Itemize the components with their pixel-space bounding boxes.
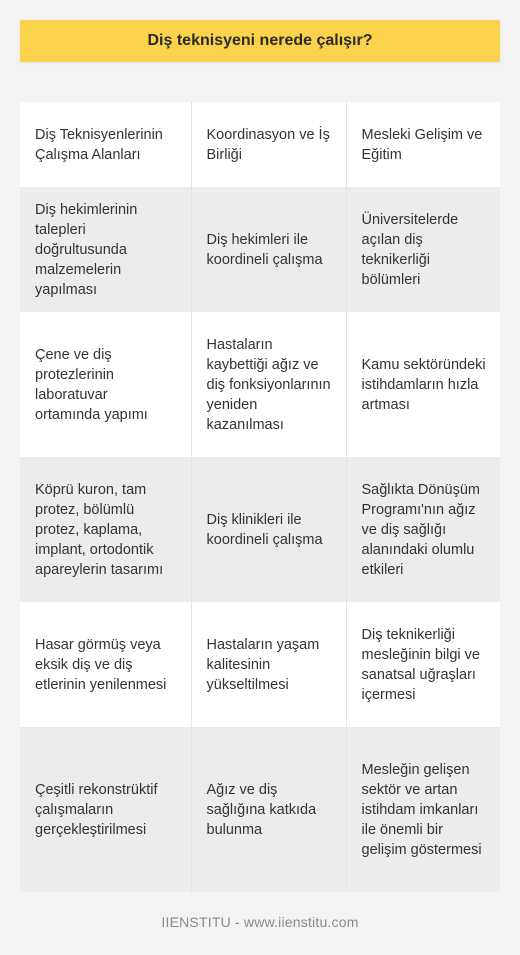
table-cell: Diş klinikleri ile koordineli çalışma — [191, 457, 346, 602]
info-table-container — [20, 102, 500, 892]
table-cell: Diş teknikerliği mesleğinin bilgi ve sanatsal uğraşları içermesi — [346, 602, 500, 727]
table-cell: Çeşitli rekonstrüktif çalışmaların gerçekleştirilmesi — [20, 727, 191, 892]
table-cell: Köprü kuron, tam protez, bölümlü protez, kaplama, implant, ortodontik apareylerin tasarımı — [20, 457, 191, 602]
title-banner — [20, 20, 500, 62]
page-title: Diş teknisyeni nerede çalışır? — [147, 32, 373, 49]
table-cell: Sağlıkta Dönüşüm Programı'nın ağız ve diş sağlığı alanındaki olumlu etkileri — [346, 457, 500, 602]
table-cell: Kamu sektöründeki istihdamların hızla artması — [346, 312, 500, 457]
footer-credit: IIENSTITU - www.iienstitu.com — [161, 914, 359, 930]
table-cell: Ağız ve diş sağlığına katkıda bulunma — [191, 727, 346, 892]
header-cell-development: Mesleki Gelişim ve Eğitim — [346, 102, 500, 187]
table-row — [20, 727, 500, 892]
table-row — [20, 457, 500, 602]
table-header-row — [20, 102, 500, 187]
table-cell: Mesleğin gelişen sektör ve artan istihdam imkanları ile önemli bir gelişim göstermesi — [346, 727, 500, 892]
table-cell: Diş hekimlerinin talepleri doğrultusunda malzemelerin yapılması — [20, 187, 191, 312]
header-cell-coordination: Koordinasyon ve İş Birliği — [191, 102, 346, 187]
table-cell: Çene ve diş protezlerinin laboratuvar ortamında yapımı — [20, 312, 191, 457]
table-row — [20, 187, 500, 312]
table-cell: Hastaların yaşam kalitesinin yükseltilmesi — [191, 602, 346, 727]
info-table — [20, 102, 500, 892]
table-cell: Hastaların kaybettiği ağız ve diş fonksiyonlarının yeniden kazanılması — [191, 312, 346, 457]
table-cell: Hasar görmüş veya eksik diş ve diş etlerinin yenilenmesi — [20, 602, 191, 727]
table-cell: Diş hekimleri ile koordineli çalışma — [191, 187, 346, 312]
table-cell: Üniversitelerde açılan diş teknikerliği bölümleri — [346, 187, 500, 312]
table-row — [20, 602, 500, 727]
table-row — [20, 312, 500, 457]
header-cell-areas: Diş Teknisyenlerinin Çalışma Alanları — [20, 102, 191, 187]
